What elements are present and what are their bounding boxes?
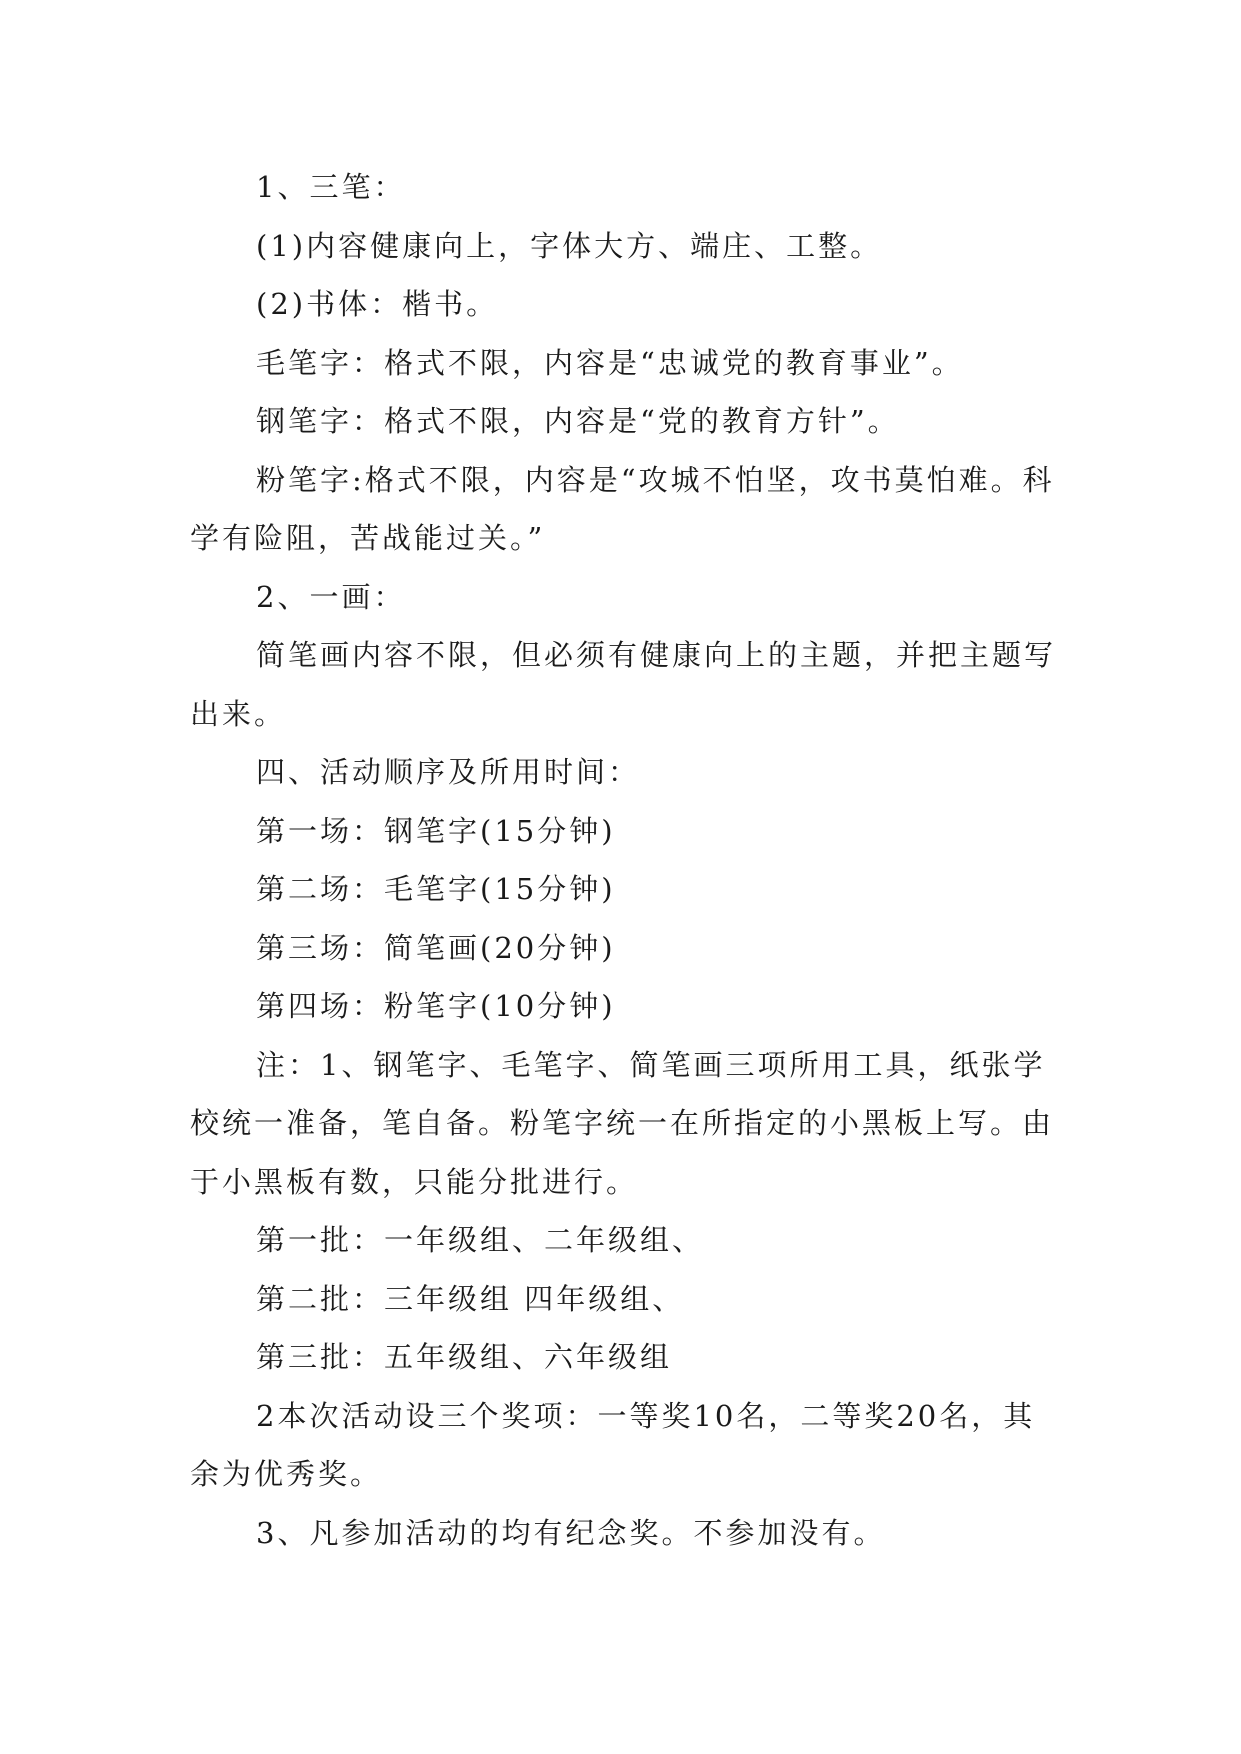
paragraph: 毛笔字：格式不限，内容是“忠诚党的教育事业”。 (256, 345, 964, 380)
paragraph: 第三场：简笔画(20分钟) (256, 930, 616, 965)
paragraph: 第二批：三年级组 四年级组、 (256, 1281, 685, 1316)
section-heading: 四、活动顺序及所用时间： (256, 755, 641, 789)
paragraph: 第一场：钢笔字(15分钟) (256, 813, 616, 848)
paragraph: 3、凡参加活动的均有纪念奖。不参加没有。 (256, 1515, 886, 1550)
paragraph: 第四场：粉笔字(10分钟) (256, 989, 616, 1023)
paragraph: 2、一画： (256, 579, 406, 614)
paragraph: 注：1、钢笔字、毛笔字、简笔画三项所用工具，纸张学校统一准备，笔自备。粉笔字统一在所指定的小黑板上写。由于小黑板有数，只能分批进行。 (190, 1047, 1055, 1199)
paragraph: (1)内容健康向上，字体大方、端庄、工整。 (256, 228, 883, 263)
paragraph: 第三批：五年级组、六年级组 (256, 1340, 673, 1374)
paragraph: 简笔画内容不限，但必须有健康向上的主题，并把主题写出来。 (190, 638, 1057, 731)
paragraph: 1、三笔： (256, 170, 406, 204)
paragraph: 第一批：一年级组、二年级组、 (256, 1223, 705, 1257)
paragraph: 粉笔字:格式不限，内容是“攻城不怕坚，攻书莫怕难。科学有险阻，苦战能过关。” (190, 462, 1055, 555)
paragraph: (2)书体：楷书。 (256, 287, 499, 321)
paragraph: 钢笔字：格式不限，内容是“党的教育方针”。 (256, 404, 900, 438)
paragraph: 2本次活动设三个奖项：一等奖10名，二等奖20名，其余为优秀奖。 (190, 1398, 1036, 1491)
document-body (190, 158, 1060, 1562)
paragraph: 第二场：毛笔字(15分钟) (256, 872, 616, 906)
